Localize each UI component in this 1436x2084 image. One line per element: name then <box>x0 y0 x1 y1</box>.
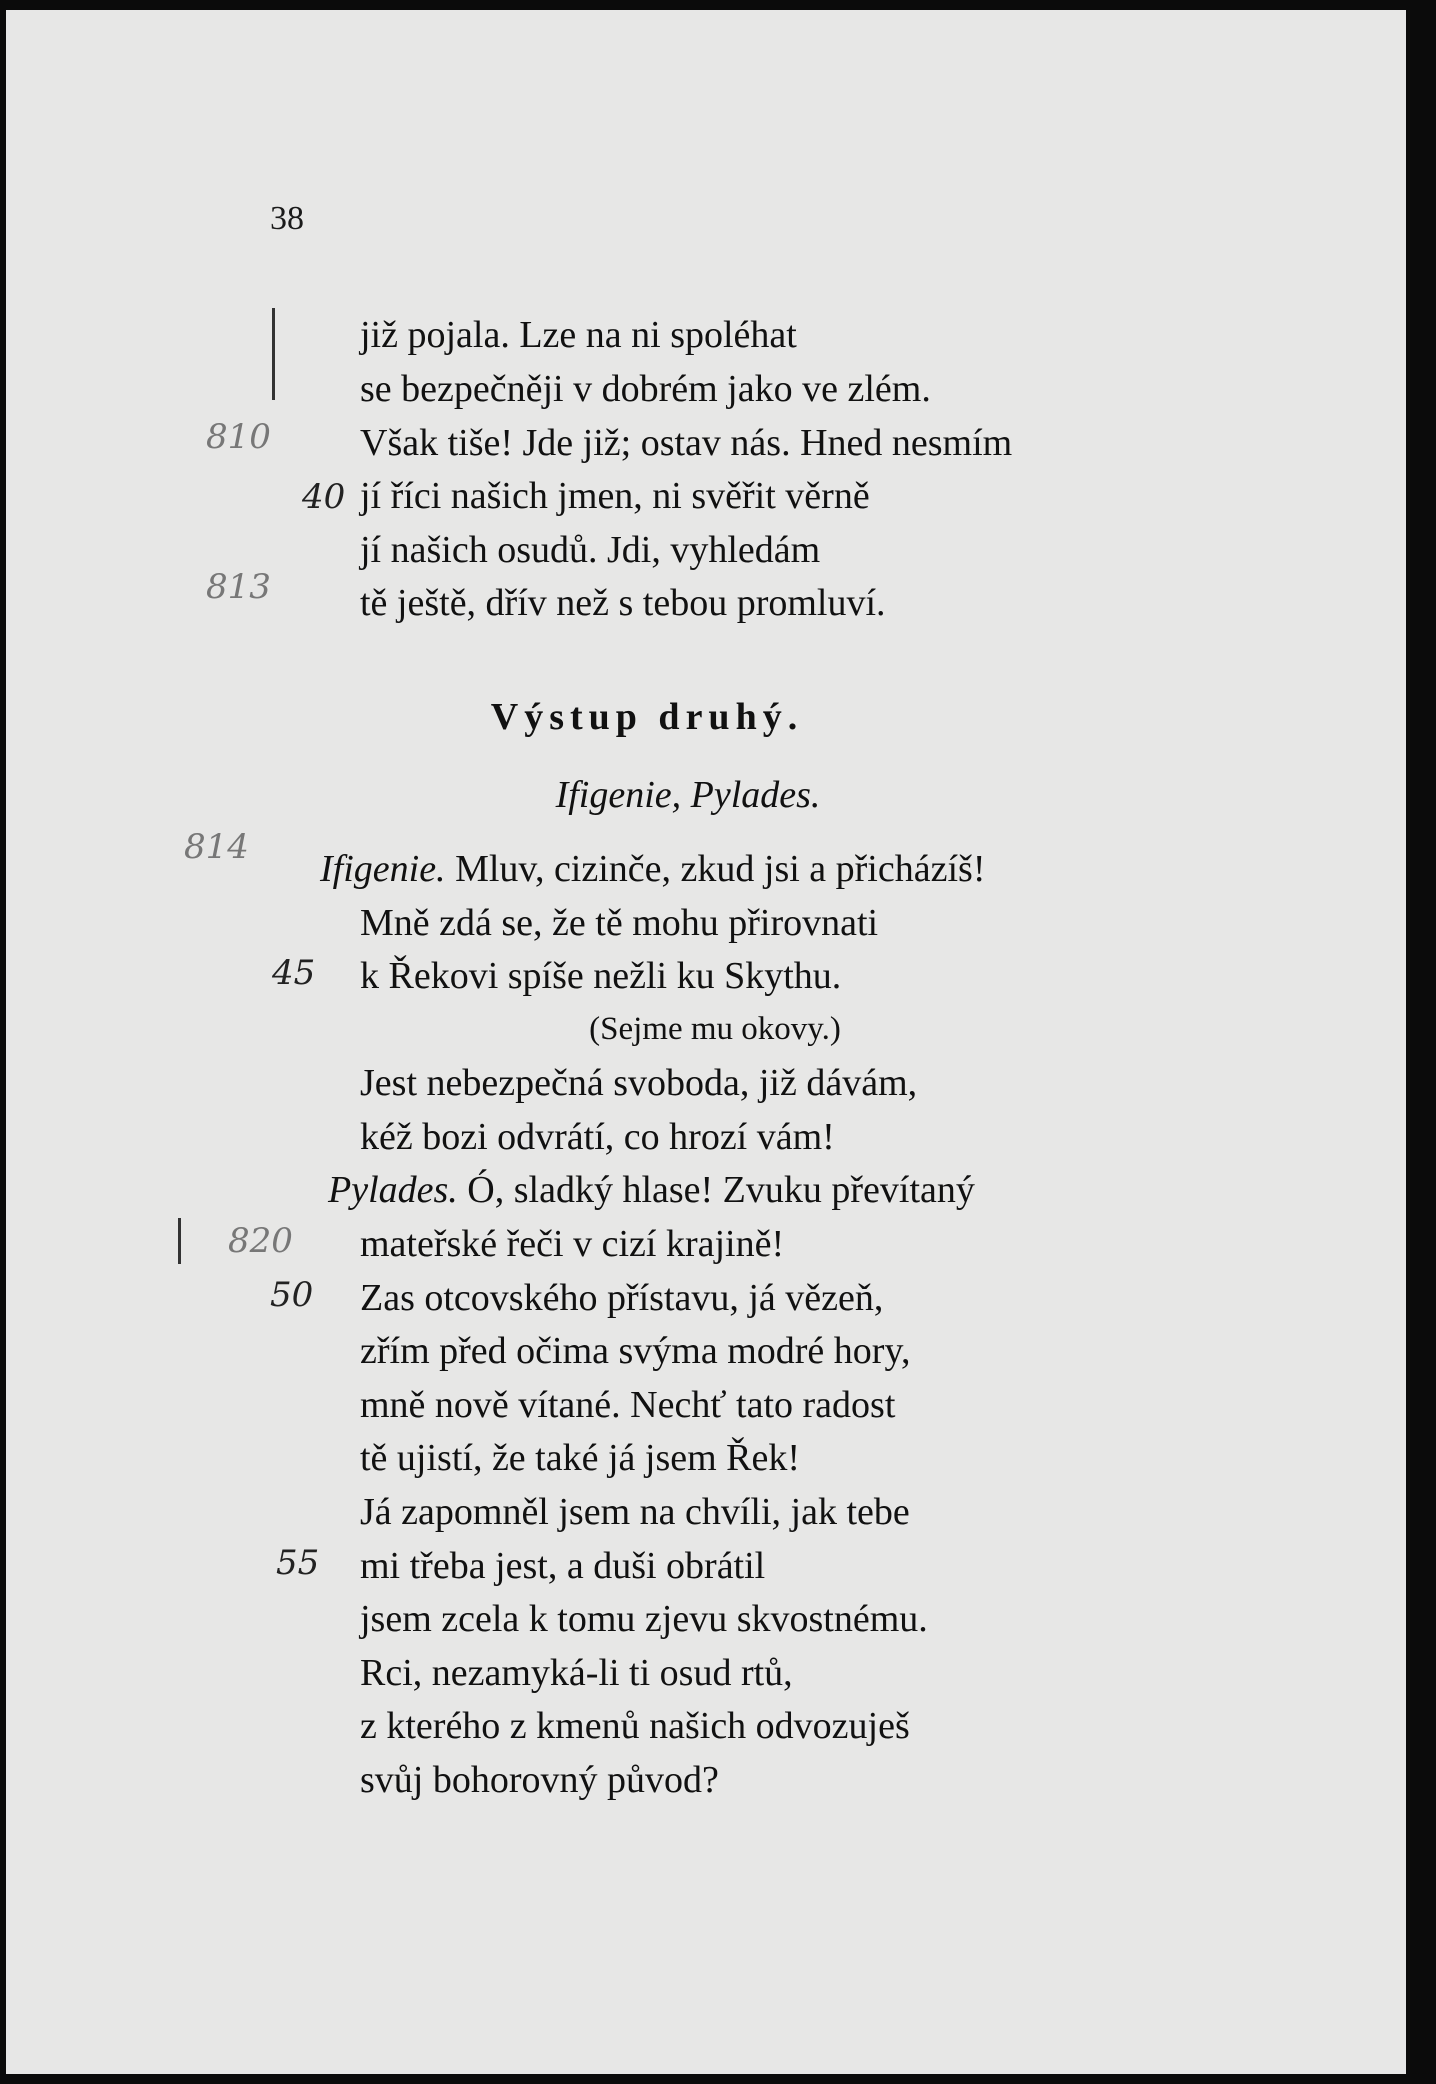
margin-mark <box>272 308 275 400</box>
verse-line: Mně zdá se, že tě mohu přirovnati <box>360 902 879 944</box>
verse-line: Rci, nezamyká-li ti osud rtů, <box>360 1652 793 1694</box>
verse-line: k Řekovi spíše nežli ku Skythu. <box>360 955 842 997</box>
book-page <box>6 10 1406 2074</box>
margin-note: 820 <box>228 1221 293 1261</box>
speaker-name: Ifigenie. <box>320 848 446 890</box>
verse-line: mně nově vítané. Nechť tato radost <box>360 1384 896 1426</box>
margin-note: 810 <box>206 417 271 457</box>
verse-line: tě ještě, dřív než s tebou promluví. <box>360 582 886 624</box>
speech-first-line <box>320 850 985 888</box>
verse-line: jí říci našich jmen, ni svěřit věrně <box>360 475 870 517</box>
margin-note: 40 <box>302 477 346 517</box>
margin-mark <box>178 1218 181 1264</box>
page-number: 38 <box>270 200 304 237</box>
page-text <box>6 10 1406 2074</box>
verse-line: svůj bohorovný původ? <box>360 1759 719 1801</box>
verse-line: Jest nebezpečná svoboda, již dávám, <box>360 1062 918 1104</box>
verse-line: Však tiše! Jde již; ostav nás. Hned nesmím <box>360 422 1013 464</box>
margin-note: 50 <box>270 1275 314 1315</box>
verse-line: se bezpečněji v dobrém jako ve zlém. <box>360 368 931 410</box>
verse-line: kéž bozi odvrátí, co hrozí vám! <box>360 1116 835 1158</box>
verse-line: tě ujistí, že také já jsem Řek! <box>360 1437 801 1479</box>
speech-text: Ó, sladký hlase! Zvuku převítaný <box>467 1169 975 1211</box>
verse-line: mi třeba jest, a duši obrátil <box>360 1545 766 1587</box>
speech-text: Mluv, cizinče, zkud jsi a přicházíš! <box>455 848 986 890</box>
cast-list: Ifigenie, Pylades. <box>555 774 821 816</box>
speaker-name: Pylades. <box>328 1169 458 1211</box>
verse-line: jsem zcela k tomu zjevu skvostnému. <box>360 1598 928 1640</box>
margin-note: 814 <box>184 827 249 867</box>
verse-line: mateřské řeči v cizí krajině! <box>360 1223 785 1265</box>
verse-line: Zas otcovského přístavu, já vězeň, <box>360 1277 884 1319</box>
scan-border <box>1406 0 1436 2084</box>
verse-line: již pojala. Lze na ni spoléhat <box>360 314 797 356</box>
verse-line: z kterého z kmenů našich odvozuješ <box>360 1705 910 1747</box>
scene-heading: Výstup druhý. <box>490 696 804 738</box>
verse-line: zřím před očima svýma modré hory, <box>360 1330 911 1372</box>
margin-note: 813 <box>206 567 271 607</box>
stage-direction: (Sejme mu okovy.) <box>589 1011 841 1047</box>
verse-line: jí našich osudů. Jdi, vyhledám <box>360 529 821 571</box>
margin-note: 55 <box>276 1543 320 1583</box>
speech-first-line <box>328 1171 975 1209</box>
verse-line: Já zapomněl jsem na chvíli, jak tebe <box>360 1491 910 1533</box>
margin-note: 45 <box>272 953 316 993</box>
